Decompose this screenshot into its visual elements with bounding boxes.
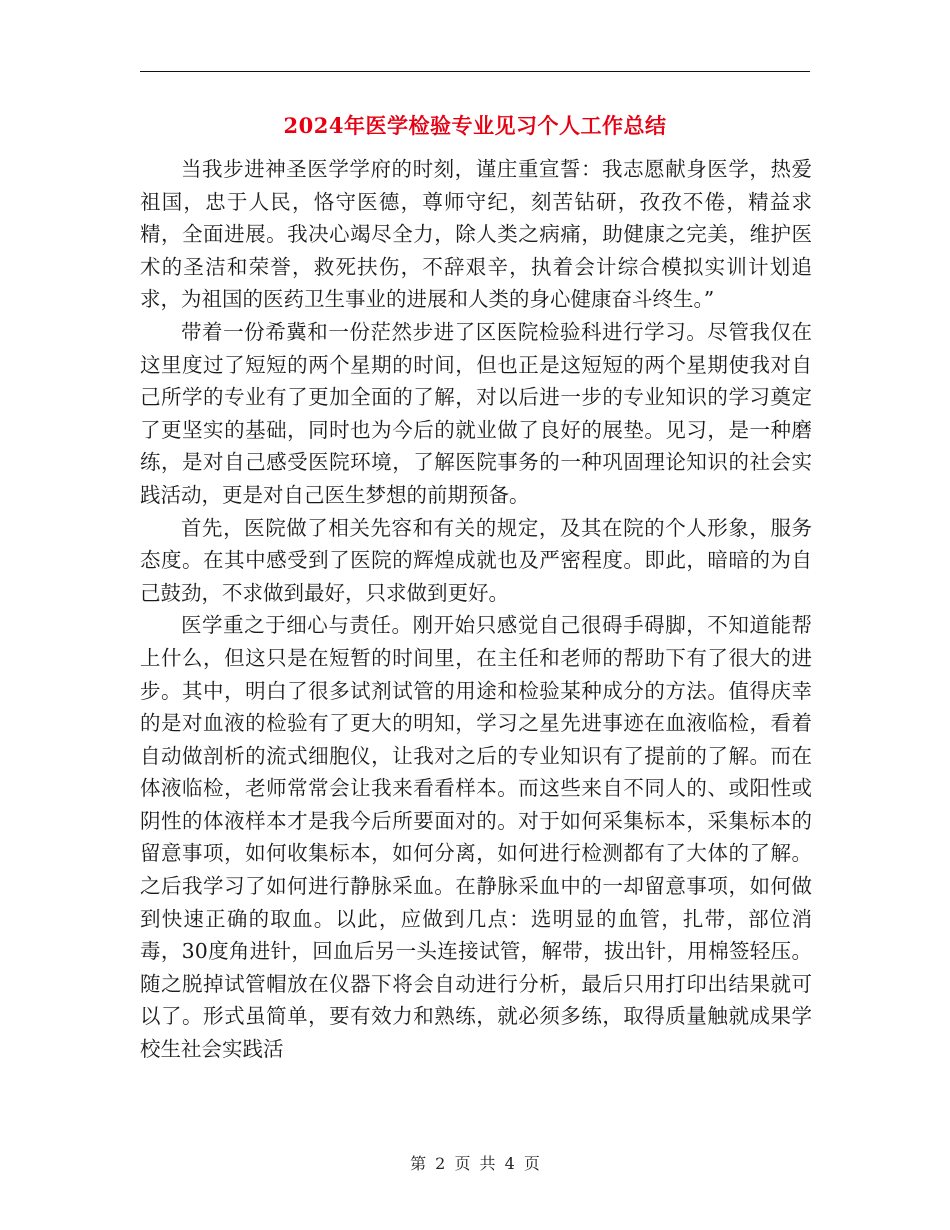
paragraph-2: 带着一份希冀和一份茫然步进了区医院检验科进行学习。尽管我仅在这里度过了短短的两个星期的时间，但也正是这短短的两个星期使我对自己所学的专业有了更加全面的了解，对以后进一步的专业知识的学习奠定了更坚实的基础，同时也为今后的就业做了良好的展垫。见习，是一种磨练，是对自己感受医院环境，了解医院事务的一种巩固理论知识的社会实践活动，更是对自己医生梦想的前期预备。	[140, 319, 812, 507]
paragraph-4: 医学重之于细心与责任。刚开始只感觉自己很碍手碍脚，不知道能帮上什么，但这只是在短暂的时间里，在主任和老师的帮助下有了很大的进步。其中，明白了很多试剂试管的用途和检验某种成分的方法。值得庆幸的是对血液的检验有了更大的明知，学习之星先进事迹在血液临检，看着自动做剖析的流式细胞仪，让我对之后的专业知识有了提前的了解。而在体液临检，老师常常会让我来看看样本。而这些来自不同人的、或阳性或阴性的体液样本才是我今后所要面对的。对于如何采集标本，采集标本的留意事项，如何收集标本，如何分离，如何进行检测都有了大体的了解。之后我学习了如何进行静脉采血。在静脉采血中的一却留意事项，如何做到快速正确的取血。以此，应做到几点：选明显的血管，扎带，部位消毒，30度角进针，回血后另一头连接试管，解带，拔出针，用棉签轻压。随之脱掉试管帽放在仪器下将会自动进行分析，最后只用打印出结果就可以了。形式虽简单，要有效力和熟练，就必须多练，取得质量触就成果学校生社会实践活	[140, 613, 812, 1062]
document-body	[140, 153, 812, 1066]
paragraph-1: 当我步进神圣医学学府的时刻，谨庄重宣誓：我志愿献身医学，热爱祖国，忠于人民，恪守医德，尊师守纪，刻苦钻研，孜孜不倦，精益求精，全面进展。我决心竭尽全力，除人类之病痛，助健康之完美，维护医术的圣洁和荣誉，救死扶伤，不辞艰辛，执着会计综合模拟实训计划追求，为祖国的医药卫生事业的进展和人类的身心健康奋斗终生。”	[140, 157, 812, 312]
paragraph-3: 首先，医院做了相关先容和有关的规定，及其在院的个人形象，服务态度。在其中感受到了医院的辉煌成就也及严密程度。即此，暗暗的为自己鼓劲，不求做到最好，只求做到更好。	[140, 515, 812, 605]
document-title: 2024年医学检验专业见习个人工作总结	[283, 113, 667, 138]
header-rule	[140, 71, 810, 72]
page-footer: 第 2 页 共 4 页	[410, 1154, 540, 1173]
